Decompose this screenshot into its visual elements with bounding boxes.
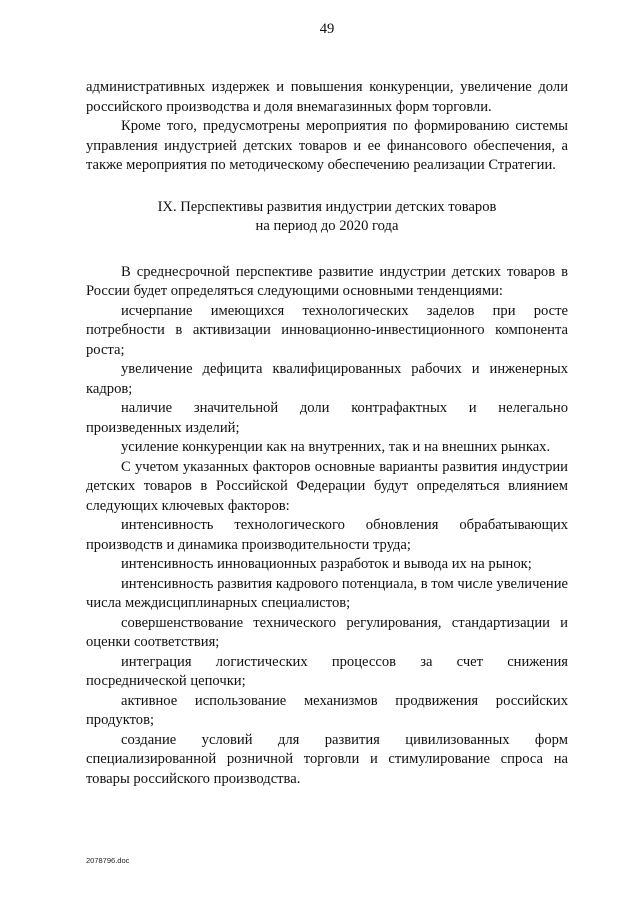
trend-item: усиление конкуренции как на внутренних, так и на внешних рынках. (121, 439, 551, 455)
trend-item: наличие значительной доли контрафактных и нелегально произведенных изделий; (86, 400, 568, 436)
intro-paragraph-1: административных издержек и повышения конкуренции, увеличение доли российского производства и доля внемагазинных форм торговли. (86, 79, 568, 115)
factor-item: активное использование механизмов продвижения российских продуктов; (86, 692, 568, 728)
document-body (86, 78, 568, 789)
section-heading-line-1: IX. Перспективы развития индустрии детских товаров (157, 198, 497, 215)
factors-lead-paragraph: С учетом указанных факторов основные варианты развития индустрии детских товаров в Российской Федерации будут определяться влиянием следующих ключевых факторов: (86, 458, 568, 514)
section-heading (86, 198, 568, 237)
factor-item: интенсивность технологического обновления обрабатывающих производств и динамика производительности труда; (86, 517, 568, 553)
trend-item: исчерпание имеющихся технологических заделов при росте потребности в активизации инновационно-инвестиционного компонента роста; (86, 302, 568, 358)
factor-item: интеграция логистических процессов за счет снижения посреднической цепочки; (86, 653, 568, 689)
section-heading-line-2: на период до 2020 года (255, 218, 399, 234)
page-number: 49 (319, 21, 335, 37)
factor-item: интенсивность инновационных разработок и вывода их на рынок; (121, 556, 532, 572)
intro-paragraph-2: Кроме того, предусмотрены мероприятия по формированию системы управления индустрией детских товаров и ее финансового обеспечения, а также мероприятия по методическому обеспечению реализации Стратегии. (86, 118, 568, 173)
trend-item: увеличение дефицита квалифицированных рабочих и инженерных кадров; (86, 361, 568, 397)
document-footer-filename: 2078796.doc (86, 856, 130, 865)
section-lead-paragraph: В среднесрочной перспективе развитие индустрии детских товаров в России будет определяться следующими основными тенденциями: (86, 263, 568, 299)
factor-item: совершенствование технического регулирования, стандартизации и оценки соответствия; (86, 614, 568, 650)
factor-item: создание условий для развития цивилизованных форм специализированной розничной торговли и стимулирование спроса на товары российского производства. (86, 731, 568, 787)
factor-item: интенсивность развития кадрового потенциала, в том числе увеличение числа междисциплинарных специалистов; (86, 575, 569, 611)
